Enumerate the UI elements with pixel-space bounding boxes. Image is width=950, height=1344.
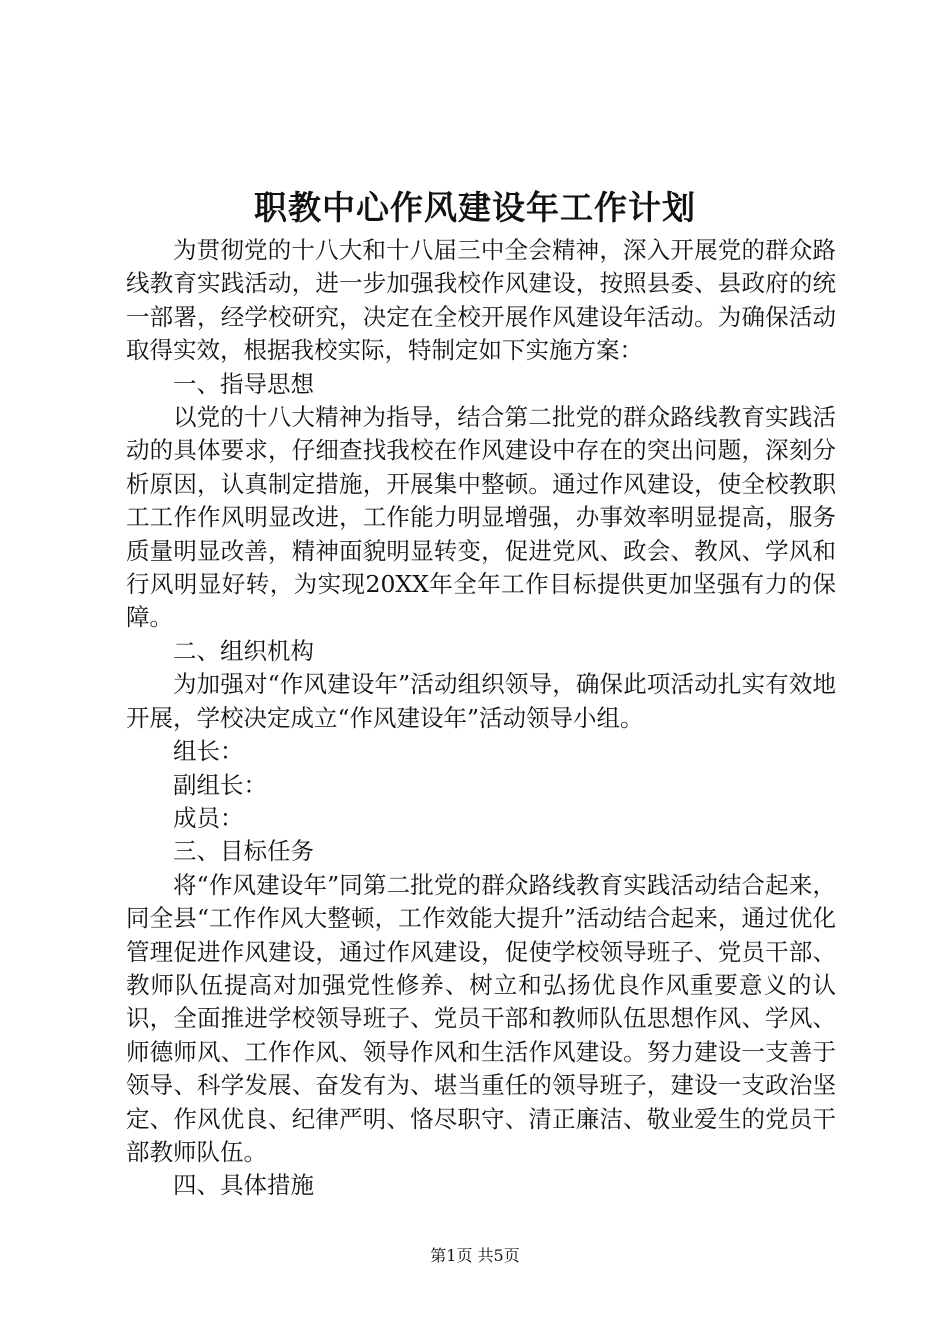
- document-title: 职教中心作风建设年工作计划: [254, 188, 696, 227]
- deputy-leader-line: 副组长：: [173, 770, 267, 799]
- organization-paragraph: 为加强对“作风建设年”活动组织领导，确保此项活动扎实有效地开展，学校决定成立“作风建设年”活动领导小组。: [126, 670, 836, 732]
- intro-paragraph: 为贯彻党的十八大和十八届三中全会精神，深入开展党的群众路线教育实践活动，进一步加强我校作风建设，按照县委、县政府的统一部署，经学校研究，决定在全校开展作风建设年活动。为确保活动取得实效，根据我校实际，特制定如下实施方案：: [126, 236, 836, 365]
- members-line: 成员：: [173, 803, 244, 832]
- section-heading-measures: 四、具体措施: [173, 1171, 314, 1200]
- page-footer: 第1页 共5页: [430, 1246, 520, 1265]
- section-heading-goals: 三、目标任务: [173, 837, 314, 866]
- leader-line: 组长：: [173, 737, 244, 766]
- guiding-thought-paragraph: 以党的十八大精神为指导，结合第二批党的群众路线教育实践活动的具体要求，仔细查找我校在作风建设中存在的突出问题，深刻分析原因，认真制定措施，开展集中整顿。通过作风建设，使全校教职工工作作风明显改进，工作能力明显增强，办事效率明显提高，服务质量明显改善，精神面貌明显转变，促进党风、政会、教风、学风和行风明显好转，为实现20XX年全年工作目标提供更加坚强有力的保障。: [126, 403, 836, 632]
- section-heading-organization: 二、组织机构: [173, 636, 314, 665]
- section-heading-guiding-thought: 一、指导思想: [173, 369, 314, 398]
- goals-paragraph: 将“作风建设年”同第二批党的群众路线教育实践活动结合起来，同全县“工作作风大整顿，工作效能大提升”活动结合起来，通过优化管理促进作风建设，通过作风建设，促使学校领导班子、党员干部、教师队伍提高对加强党性修养、树立和弘扬优良作风重要意义的认识，全面推进学校领导班子、党员干部和教师队伍思想作风、学风、师德师风、工作作风、领导作风和生活作风建设。努力建设一支善于领导、科学发展、奋发有为、堪当重任的领导班子，建设一支政治坚定、作风优良、纪律严明、恪尽职守、清正廉洁、敬业爱生的党员干部教师队伍。: [126, 870, 836, 1166]
- document-body: [126, 234, 836, 1203]
